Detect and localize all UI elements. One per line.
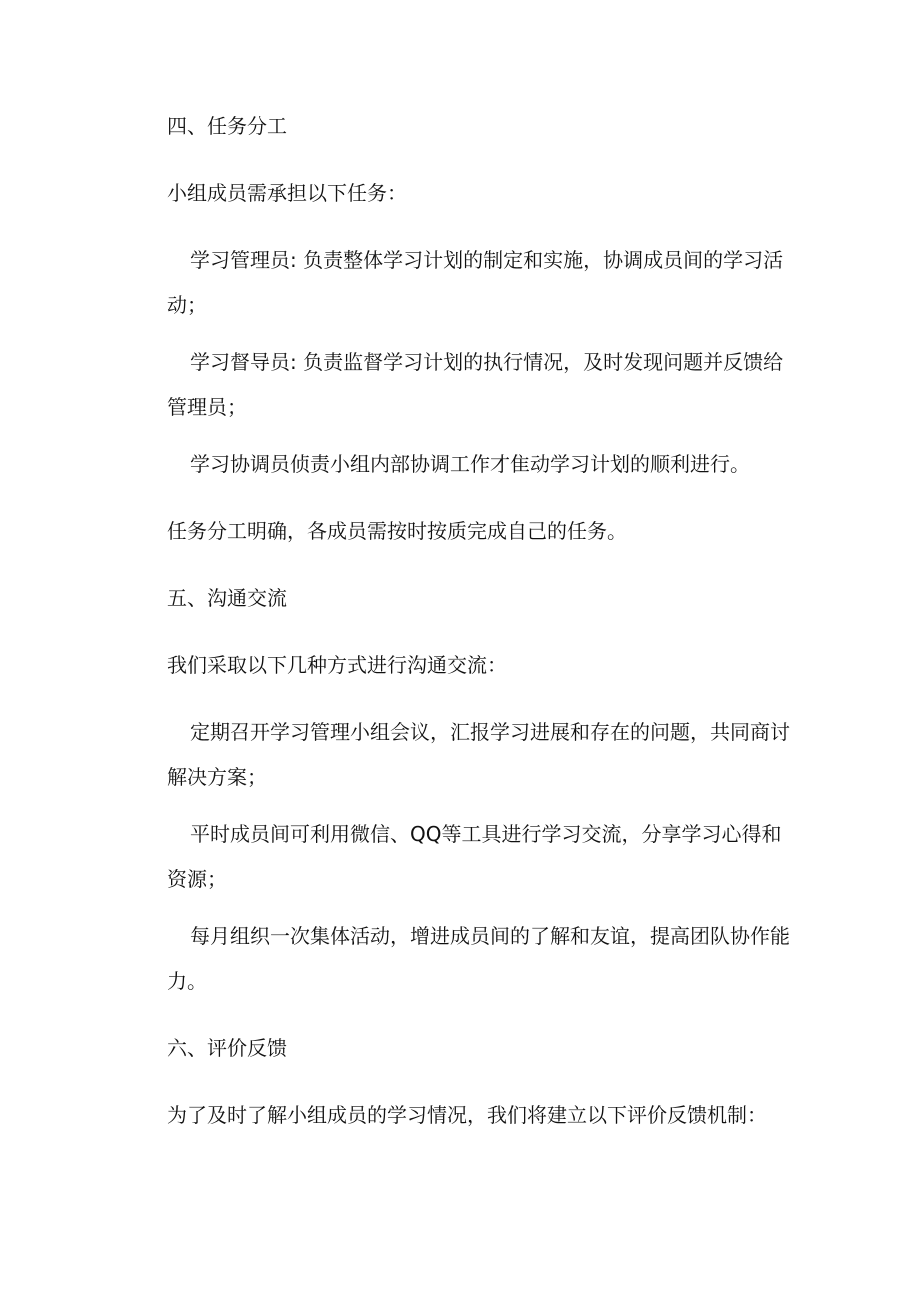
list-item-line: 学习管理员: 负责整体学习计划的制定和实施，协调成员间的学习活 xyxy=(190,248,784,272)
section-heading-communication: 五、沟通交流 xyxy=(167,586,287,610)
list-item-line: 管理员； xyxy=(167,395,247,419)
list-item-line: 定期召开学习管理小组会议，汇报学习进展和存在的问题，共同商讨 xyxy=(190,720,790,744)
paragraph-task-summary: 任务分工明确，各成员需按时按质完成自己的任务。 xyxy=(167,519,627,543)
list-item-line: 解决方案； xyxy=(167,765,267,789)
paragraph-evaluation-intro: 为了及时了解小组成员的学习情况，我们将建立以下评价反馈机制： xyxy=(167,1103,767,1127)
section-heading-task-division: 四、任务分工 xyxy=(167,114,287,138)
paragraph-task-intro: 小组成员需承担以下任务： xyxy=(167,181,407,205)
list-item-line: 学习督导员: 负责监督学习计划的执行情况，及时发现问题并反馈给 xyxy=(190,350,784,374)
list-item-line: 动； xyxy=(167,293,207,317)
paragraph-communication-intro: 我们采取以下几种方式进行沟通交流： xyxy=(167,653,507,677)
section-heading-evaluation: 六、评价反馈 xyxy=(167,1036,287,1060)
list-item-line: 力。 xyxy=(167,969,207,993)
list-item-line: 每月组织一次集体活动，增进成员间的了解和友谊，提高团队协作能 xyxy=(190,924,790,948)
list-item-line: 平时成员间可利用微信、QQ等工具进行学习交流，分享学习心得和 xyxy=(190,822,782,846)
list-item-line: 学习协调员侦责小组内部协调工作才隹动学习计划的顺利进行。 xyxy=(190,452,750,476)
document-body xyxy=(167,104,792,1138)
list-item-line: 资源； xyxy=(167,867,227,891)
